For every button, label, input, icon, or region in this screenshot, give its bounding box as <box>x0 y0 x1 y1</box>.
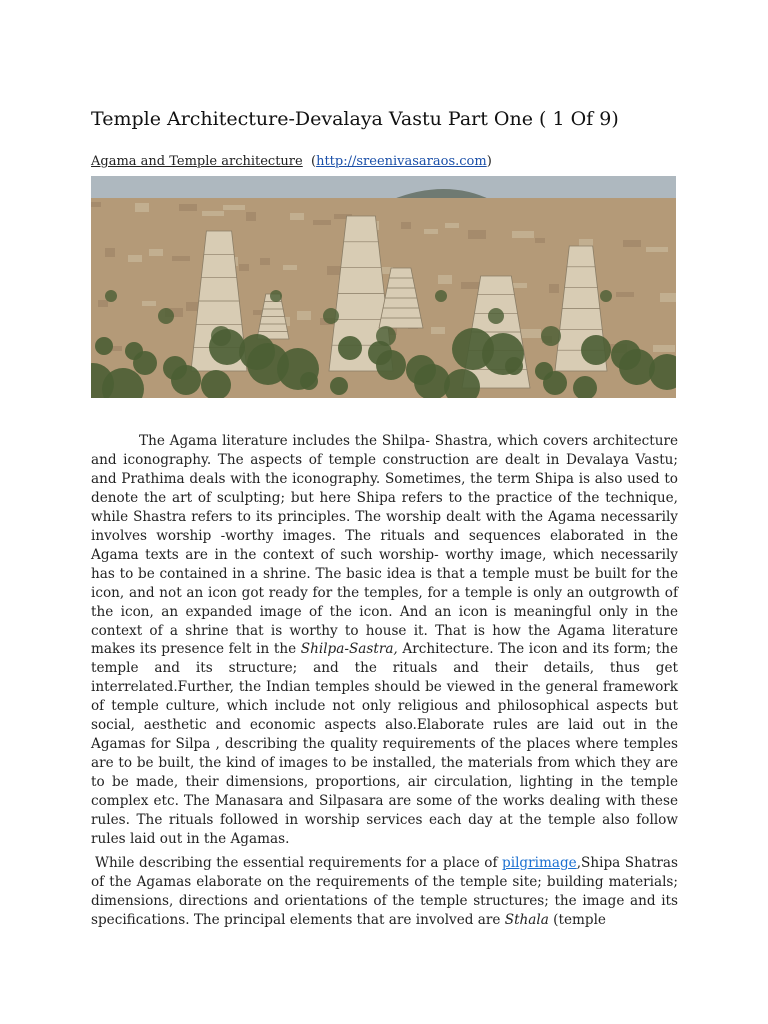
paragraph-1 <box>91 432 678 849</box>
photo-tree <box>323 308 339 324</box>
photo-tree <box>125 342 143 360</box>
photo-house <box>424 229 438 234</box>
photo-house <box>202 211 224 216</box>
photo-house <box>519 329 541 338</box>
photo-house <box>297 311 311 320</box>
photo-tree <box>105 290 117 302</box>
photo-tree <box>611 340 641 370</box>
photo-tree <box>158 308 174 324</box>
photo-house <box>172 256 190 261</box>
photo-house <box>290 213 304 220</box>
photo-house <box>135 203 149 212</box>
photo-tree <box>270 290 282 302</box>
subtitle <box>91 154 492 169</box>
photo-tree <box>239 334 275 370</box>
photo-tree <box>581 335 611 365</box>
photo-tree <box>95 337 113 355</box>
photo-house <box>438 275 452 284</box>
photo-house <box>112 346 122 351</box>
photo-house <box>616 292 634 297</box>
photo-house <box>445 223 459 228</box>
photo-tree <box>600 290 612 302</box>
photo-house <box>149 249 163 256</box>
paragraph-1-part-2: Architecture. The icon and its form; the temple and its structure; and the rituals and their details, thus get interrelated.Further, the Indian temples should be viewed in the general framework of temple culture, which include not only religious and philosophical aspects but social, aesthetic and economic aspects also.Elaborate rules are laid out in the Agamas for Silpa , describing the quality requirements of the places where temples are to be built, the kind of images to be installed, the materials from which they are to be made, their dimensions, proportions, air circulation, lighting in the temple complex etc. The Manasara and Silpasara are some of the works dealing with these rules. The rituals followed in worship services each day at the temple also follow rules laid out in the Agamas. <box>91 641 678 848</box>
photo-house <box>535 238 545 243</box>
photo-tree <box>338 336 362 360</box>
photo-house <box>646 247 668 252</box>
photo-house <box>98 300 108 307</box>
photo-house <box>431 327 445 334</box>
temple-town-photo-icon <box>91 176 676 398</box>
subtitle-open-paren: ( <box>306 154 317 169</box>
photo-house <box>468 230 486 239</box>
photo-house <box>512 231 534 238</box>
photo-house <box>239 264 249 271</box>
photo-tree <box>541 326 561 346</box>
temple-town-photo <box>91 176 676 398</box>
photo-tree <box>163 356 187 380</box>
photo-house <box>283 265 297 270</box>
photo-tree <box>277 348 319 390</box>
page-title: Temple Architecture-Devalaya Vastu Part One ( 1 Of 9) <box>91 108 619 130</box>
photo-house <box>91 202 101 207</box>
paragraph-2-italic: Sthala <box>504 911 549 928</box>
photo-house <box>660 293 676 302</box>
photo-tree <box>330 377 348 395</box>
photo-house <box>128 255 142 262</box>
paragraph-1-part-1: The Agama literature includes the Shilpa- Shastra, which covers architecture and iconography. The aspects of temple construction are dealt in Devalaya Vastu; and Prathima deals with the iconography. Sometimes, the term Shipa is also used to denote the art of sculpting; but here Shipa refers to the practice of the technique, while Shastra refers to its principles. The worship dealt with the Agama necessarily involves worship -worthy images. The rituals and sequences elaborated in the Agama texts are in the context of such worship- worthy image, which necessarily has to be contained in a shrine. The basic idea is that a temple must be built for the icon, and not an icon got ready for the temples, for a temple is only an outgrowth of the icon, an expanded image of the icon. And an icon is meaningful only in the context of a shrine that is worthy to house it. That is how the Agama literature makes its presence felt in the <box>91 433 678 658</box>
photo-tree <box>482 333 524 375</box>
photo-tree <box>488 308 504 324</box>
photo-tree <box>406 355 436 385</box>
paragraph-1-italic: Shilpa-Sastra, <box>300 641 398 658</box>
paragraph-2 <box>91 854 678 930</box>
photo-house <box>461 282 479 289</box>
photo-house <box>179 204 197 211</box>
source-link[interactable]: http://sreenivasaraos.com <box>316 154 487 169</box>
paragraph-2-part-2: ,Shipa Shatras of the Agamas elaborate on the requirements of the temple site; building materials; dimensions, directions and orientations of the temple structures; the image and its specifications. The principal elements that are involved are <box>91 855 678 928</box>
photo-house <box>623 240 641 247</box>
photo-house <box>260 258 270 265</box>
photo-house <box>401 222 411 229</box>
photo-tree <box>535 362 553 380</box>
subtitle-text: Agama and Temple architecture <box>91 154 303 169</box>
photo-house <box>105 248 115 257</box>
photo-tree <box>211 326 231 346</box>
photo-house <box>549 284 559 293</box>
photo-house <box>313 220 331 225</box>
photo-tree <box>376 326 396 346</box>
paragraph-2-part-3: (temple <box>548 911 606 928</box>
photo-house <box>653 345 675 352</box>
photo-house <box>246 212 256 221</box>
subtitle-close-paren: ) <box>486 154 492 169</box>
photo-house <box>142 301 156 306</box>
photo-tree <box>435 290 447 302</box>
pilgrimage-link[interactable]: pilgrimage <box>502 855 577 871</box>
paragraph-2-part-1: While describing the essential requirements for a place of <box>95 855 503 871</box>
photo-house <box>223 205 245 210</box>
